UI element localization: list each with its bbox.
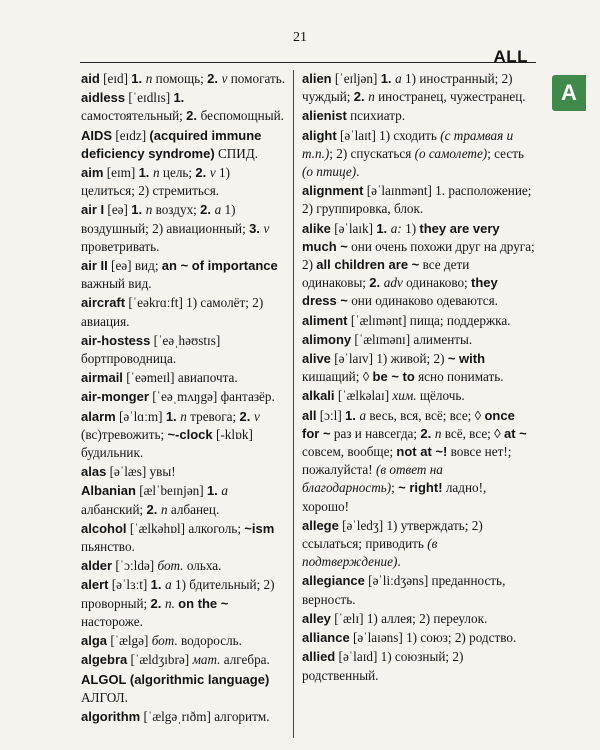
headword: alive [302,351,331,367]
headword: airmail [81,370,123,386]
headword: allegiance [302,573,365,589]
headword: air-monger [81,389,149,405]
dictionary-entry [81,671,286,707]
entry-text: (вс)тревожить; [81,426,168,442]
entry-text: once for ~ [302,407,515,441]
headword: aircraft [81,295,126,311]
entry-text: все дети одинаковы; [302,257,470,291]
entry-text: [əˈliːdʒəns] преданность, верность. [302,573,506,607]
entry-text: настороже. [81,613,143,629]
entry-text: [əˈlæs] увы! [106,464,176,480]
entry-text: ясно понимать. [414,369,504,385]
entry-text: (acquired immune deficiency syndrome) [81,127,262,161]
entry-text: . [356,164,360,180]
dictionary-entry [81,70,286,88]
entry-text: [ˈælgə] [107,633,152,649]
headword: allege [302,517,339,533]
entry-text: (с трамвая и т.п.) [302,127,514,161]
dictionary-entry [302,387,535,405]
entry-text: 2. [150,595,165,611]
entry-text: v [263,220,270,236]
entry-text: 1) [401,220,420,236]
entry-text: at ~ [503,425,527,441]
entry-text: раз и навсегда; [330,425,421,441]
entry-text: (о самолете) [414,145,488,161]
entry-text: [ˈeəˌmʌŋgə] фантазёр. [148,389,275,405]
entry-text: n [160,501,168,517]
entry-text: 1) целиться; 2) стремиться. [81,165,231,199]
entry-text: вовсе нет!; пожалуйста! [302,444,512,478]
entry-text: 2. [420,425,435,441]
entry-text: 1. [380,71,396,86]
entry-text: [eɪd] [99,71,132,86]
dictionary-entry [302,517,535,572]
headword: allied [302,649,336,665]
entry-text: adv [383,275,403,291]
entry-text: [ˈælkəhɒl] алкоголь; [126,520,245,536]
entry-text: 2. [239,408,254,424]
page-number: 21 [293,30,307,45]
dictionary-entry [302,331,535,349]
entry-text: [ˈeɪljən] [331,71,381,86]
dictionary-entry [302,312,535,330]
dictionary-entry [81,520,286,556]
entry-text: ~ with [447,351,486,367]
headword: alike [302,220,331,236]
entry-text: они одинаково одеваются. [347,293,498,309]
entry-text: [ˈælɪmənɪ] алименты. [351,331,473,347]
dictionary-entry [302,127,535,182]
entry-text: [eɪm] [103,165,139,181]
headword: alert [81,577,109,593]
guide-word: ALL [493,47,528,66]
entry-text: v [253,408,260,424]
dictionary-entry [302,70,535,106]
entry-text: иностранец, чужестранец. [374,89,526,105]
entry-text: ~ism [244,520,275,536]
dictionary-entry [81,369,286,387]
dictionary-entry [302,572,535,608]
entry-text: [ˈælɪ] 1) аллея; 2) переулок. [330,610,488,626]
headword: all [302,407,317,423]
entry-text: [əˈlaɪnmənt] 1. расположение; 2) группировка, блок. [302,183,532,217]
entry-text: n [153,165,160,181]
entry-text: n. [164,595,175,611]
entry-text: всё, все; ◊ [441,425,504,441]
headword: alarm [81,408,116,424]
entry-text: 3. [249,220,264,236]
entry-text: [ˈælgəˌrɪðm] алгоритм. [140,708,270,724]
headword: alimony [302,331,352,347]
entry-text: ~-clock [167,426,213,442]
entry-text: 2. [207,71,222,86]
dictionary-entry [302,182,535,218]
entry-text: a [165,577,172,593]
entry-text: [ælˈbeɪnjən] [135,483,207,499]
entry-text: [əˈledʒ] 1) утверждать; 2) ссылаться; приводить [302,517,483,552]
headword: algebra [81,652,128,668]
entry-text: n [145,71,153,86]
entry-text: [ˈɔːldə] [112,558,158,574]
entry-text: одинаково; [402,275,472,291]
entry-text: воздух; [152,202,201,218]
entry-text: 1. [138,165,154,181]
dictionary-entry [81,257,286,293]
dictionary-entry [81,482,286,518]
entry-text: [ˈælkəlaɪ] [334,388,393,404]
entry-text: be ~ to [372,369,415,385]
entry-text: [əˈlɑːm] [115,408,166,424]
entry-text: . [397,554,401,570]
entry-text: [əˈlaɪd] 1) союзный; 2) родственный. [302,649,464,683]
entry-text: мат. [192,652,221,668]
entry-text: [-klɒk] будильник. [81,426,253,461]
right-column [302,70,535,686]
entry-text: важный вид. [81,276,152,292]
headword: AIDS [81,127,113,143]
entry-text: a [214,202,222,218]
entry-text: [əˈlaɪəns] 1) союз; 2) родство. [349,630,517,646]
entry-text: 1. [131,202,146,218]
entry-text: 2. [369,275,384,291]
entry-text: 1) бдительный; 2) проворный; [81,577,275,611]
entry-text: 1. [131,71,146,86]
entry-text: (в ответ на благодарность) [302,462,443,496]
entry-text: 1. [206,483,222,499]
entry-text: помогать. [227,71,286,86]
entry-text: n [434,425,442,441]
entry-text: ладно!, хорошо! [302,480,487,514]
headword: aidless [81,90,126,106]
entry-text: 1. [150,577,166,593]
headword: ALGOL (algorithmic language) [81,671,270,687]
entry-text: 2. [200,202,215,218]
entry-text: n [145,202,153,218]
headword: Albanian [81,483,136,499]
entry-text: [eə] вид; [107,258,162,274]
entry-text: психиатр. [346,108,406,124]
entry-text: [ˈeəmeɪl] авиапочта. [122,370,238,386]
entry-text: 1. [165,408,181,424]
entry-text: СПИД. [214,145,259,161]
headword: air I [81,202,105,218]
entry-text: пьянство. [81,539,135,555]
entry-text: [əˈlaɪk] [330,220,377,236]
entry-text: a [395,71,402,86]
dictionary-entry [81,557,286,575]
dictionary-entry [302,648,535,684]
entry-text: (о птице) [302,164,357,180]
dictionary-entry [302,610,535,628]
entry-text: совсем, вообще; [302,444,397,460]
entry-text: 2. [195,165,210,181]
headword: alliance [302,630,350,646]
entry-text: v [221,71,228,86]
entry-text: not at ~! [396,444,448,460]
dictionary-entry [81,651,286,669]
entry-text: a [221,483,229,499]
entry-text: [ˈældʒɪbrə] [127,652,193,668]
entry-text: on the ~ [178,595,229,611]
headword: alight [302,127,337,143]
headword: alien [302,71,332,86]
headword: aid [81,71,100,86]
headword: alley [302,610,331,626]
entry-text: бот. [151,633,178,649]
entry-text: v [209,165,216,181]
entry-text: ; 2) спускаться [329,145,415,161]
entry-text: n [368,89,375,105]
dictionary-entry [81,332,286,368]
entry-text: [ˈeəkrɑːft] 1) самолёт; 2) авиация. [81,295,264,329]
entry-text: a [359,407,367,423]
entry-text: самостоятельный; [81,108,187,124]
column-divider [293,70,294,738]
dictionary-entry [302,629,535,647]
entry-text: ~ right! [398,480,443,496]
headword: alas [81,464,107,480]
headword: alcohol [81,520,127,536]
dictionary-entry [81,201,286,256]
entry-text: [eə] [104,202,132,218]
entry-text: алгебра. [220,652,270,668]
entry-text: беспомощный. [200,108,284,124]
entry-text: 2. [353,89,369,105]
entry-text: 1. [345,407,360,423]
dictionary-entry [81,127,286,163]
dictionary-entry [81,294,286,330]
dictionary-entry [302,107,535,125]
dictionary-entry [302,350,535,386]
dictionary-entry [81,463,286,481]
entry-text: a: [390,220,402,236]
dictionary-entry [302,220,535,311]
dictionary-entry [81,708,286,726]
entry-text: [ˈeɪdlɪs] [125,90,174,106]
entry-text: албанский; [81,501,147,517]
entry-text: проветривать. [81,238,160,254]
headword: alder [81,558,113,574]
entry-text: 1) воздушный; 2) авиационный; [81,202,250,236]
entry-text: ; [391,480,399,496]
entry-text: 1) иностранный; 2) чуждый; [302,71,513,105]
entry-text: бот. [157,558,184,574]
headword: alienist [302,108,347,124]
entry-text: 1. [173,90,185,106]
left-column [81,70,286,727]
entry-text: n [180,408,187,424]
entry-text: щёлочь. [416,388,465,404]
dictionary-entry [81,408,286,463]
entry-text: they are very much ~ [302,220,500,254]
headword: alignment [302,183,364,199]
entry-text: (в подтверждение) [302,536,438,570]
dictionary-entry [81,89,286,125]
dictionary-entry [81,388,286,406]
entry-text: 2. [186,108,201,124]
headword: aliment [302,312,348,328]
entry-text: an ~ of importance [161,258,278,274]
dictionary-entry [302,407,535,516]
entry-text: [əˈlaɪv] 1) живой; 2) [330,351,448,367]
entry-text: [əˈlaɪt] 1) сходить [336,127,441,143]
headword: aim [81,165,104,181]
entry-text: [əˈlɜːt] [108,577,151,593]
headword: alga [81,633,108,649]
entry-text: [ˈælɪmənt] пища; поддержка. [347,312,511,328]
entry-text: АЛГОЛ. [81,689,128,705]
headword: algorithm [81,708,141,724]
entry-text: они очень похожи друг на друга; 2) [302,238,535,273]
entry-text: ; сесть [487,145,524,161]
entry-text: 2. [146,501,161,517]
headword: air-hostess [81,332,151,348]
entry-text: тревога; [186,408,240,424]
entry-text: хим. [392,388,417,404]
entry-text: [ɔːl] [316,407,346,423]
entry-text: [ˈeəˌhəʊstɪs] бортпроводница. [81,332,221,367]
dictionary-entry [81,164,286,200]
entry-text: цель; [159,165,196,181]
dictionary-entry [81,632,286,650]
entry-text: 1. [376,220,391,236]
header-rule [80,62,536,63]
entry-text: весь, вся, всё; все; ◊ [366,407,485,423]
entry-text: ольха. [183,558,222,574]
dictionary-entry [81,576,286,631]
entry-text: кишащий; ◊ [302,369,373,385]
entry-text: [eɪdz] [112,127,150,143]
entry-text: all children are ~ [316,257,420,273]
entry-text: they dress ~ [302,275,498,309]
headword: alkali [302,388,335,404]
letter-index-tab: A [552,75,586,111]
entry-text: албанец. [167,501,220,517]
entry-text: помощь; [152,71,208,86]
headword: air II [81,258,108,274]
entry-text: водоросль. [177,633,242,649]
